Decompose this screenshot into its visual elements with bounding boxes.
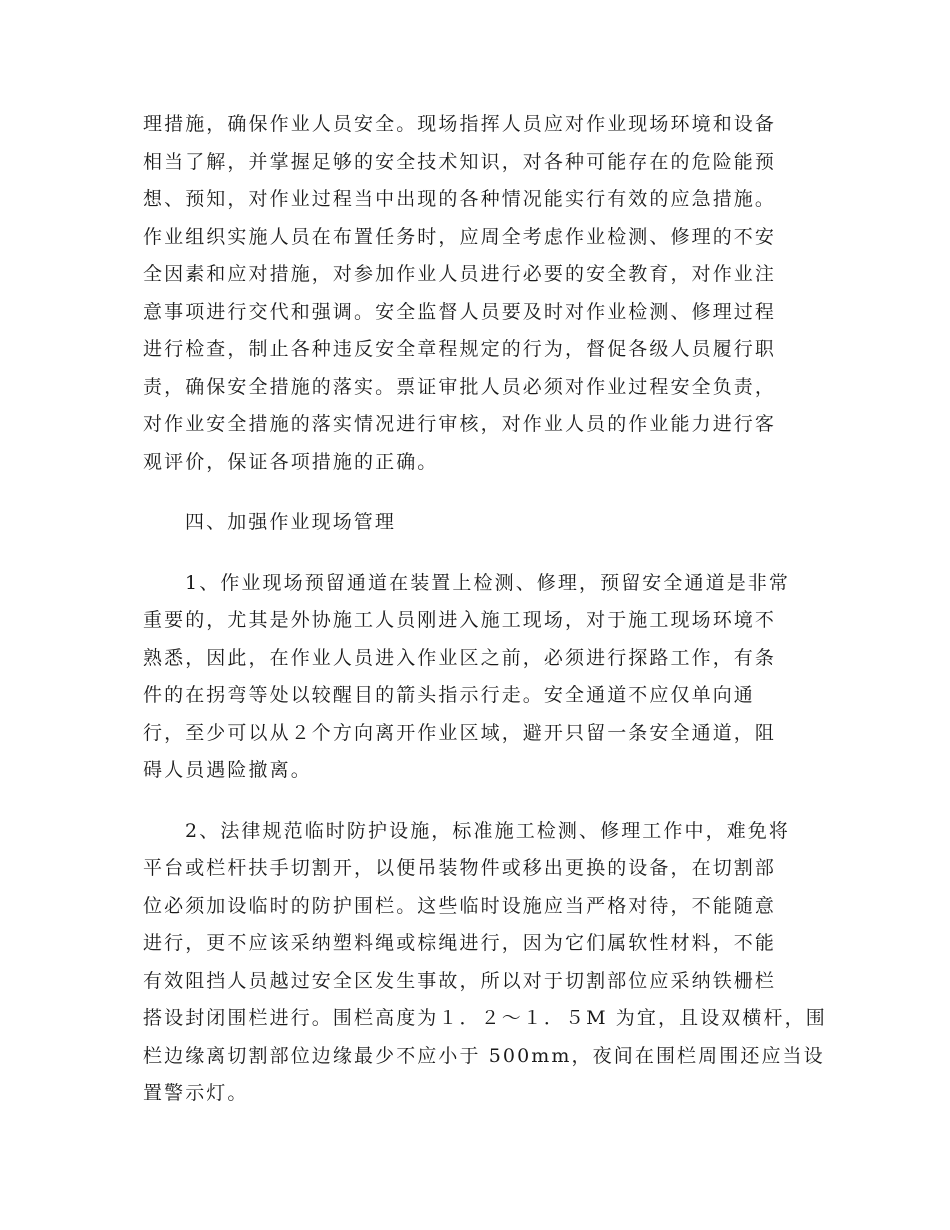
text-line: 进行，更不应该采纳塑料绳或棕绳进行，因为它们属软性材料，不能 [143,932,777,954]
text-line: 位必须加设临时的防护围栏。这些临时设施应当严格对待，不能随意 [143,894,777,917]
paragraph-1 [143,565,811,790]
text-line: 有效阻挡人员越过安全区发生事故，所以对于切割部位应采纳铁栅栏 [143,969,777,992]
text-line: 行，至少可以从２个方向离开作业区域，避开只留一条安全通道，阻 [143,721,777,744]
text-line: 作业组织实施人员在布置任务时，应周全考虑作业检测、修理的不安 [143,225,777,248]
text-line: 碍人员遇险撤离。 [143,759,312,781]
paragraph-continued [143,106,811,481]
document-body [143,106,827,1113]
paragraph-gap [143,790,811,813]
text-line: 相当了解，并掌握足够的安全技术知识，对各种可能存在的危险能预 [143,150,777,173]
text-line: 全因素和应对措施，对参加作业人员进行必要的安全教育，对作业注 [143,263,777,285]
text-line: 责，确保安全措施的落实。票证审批人员必须对作业过程安全负责， [143,375,777,398]
text-line: 意事项进行交代和强调。安全监督人员要及时对作业检测、修理过程 [143,300,777,323]
text-line: 2、法律规范临时防护设施，标准施工检测、修理工作中，难免将 [185,819,790,842]
section-heading-text: 四、加强作业现场管理 [185,511,397,533]
section-heading [143,504,811,542]
paragraph-2 [143,813,827,1113]
text-line: 栏边缘离切割部位边缘最少不应小于 500mm，夜间在围栏周围还应当设 [143,1044,825,1067]
text-line: 件的在拐弯等处以较醒目的箭头指示行走。安全通道不应仅单向通 [143,684,755,706]
text-line: 对作业安全措施的落实情况进行审核，对作业人员的作业能力进行客 [143,413,777,435]
text-line: 进行检查，制止各种违反安全章程规定的行为，督促各级人员履行职 [143,338,777,360]
text-line: 置警示灯。 [143,1082,249,1104]
paragraph-gap [143,481,811,504]
text-line: 平台或栏杆扶手切割开，以便吊装物件或移出更换的设备，在切割部 [143,857,777,879]
text-line: 重要的，尤其是外协施工人员刚进入施工现场，对于施工现场环境不 [143,609,777,631]
text-line: 搭设封闭围栏进行。围栏高度为１．２～１．５M 为宜，且设双横杆，围 [143,1007,827,1029]
text-line: 理措施，确保作业人员安全。现场指挥人员应对作业现场环境和设备 [143,113,777,135]
text-line: 熟悉，因此，在作业人员进入作业区之前，必须进行探路工作，有条 [143,646,777,669]
text-line: 想、预知，对作业过程当中出现的各种情况能实行有效的应急措施。 [143,188,777,210]
text-line: 观评价，保证各项措施的正确。 [143,450,439,473]
text-line: 1、作业现场预留通道在装置上检测、修理，预留安全通道是非常 [185,571,790,594]
paragraph-gap [143,542,811,565]
